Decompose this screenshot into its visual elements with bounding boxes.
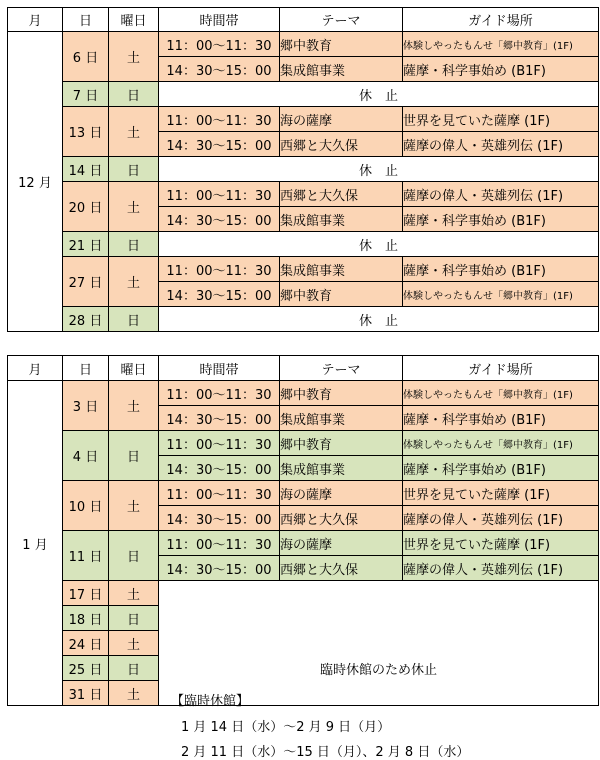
header-place: ガイド場所	[403, 8, 599, 32]
place-cell: 薩摩の偉人・英雄列伝 (1F)	[403, 506, 599, 531]
header-theme: テーマ	[280, 356, 403, 381]
weekday-cell: 土	[109, 107, 159, 157]
day-cell: 21 日	[63, 232, 109, 257]
day-cell: 25 日	[63, 656, 109, 681]
header-weekday: 曜日	[109, 8, 159, 32]
place-cell: 薩摩・科学事始め (B1F)	[403, 406, 599, 431]
table-row	[8, 431, 599, 456]
header-month: 月	[8, 8, 63, 32]
weekday-cell: 日	[109, 82, 159, 107]
theme-cell: 郷中教育	[280, 282, 403, 307]
closure-period-1: 1 月 14 日（水）～2 月 9 日（月）	[181, 720, 391, 735]
time-cell: 11：00～11：30	[159, 531, 280, 556]
place-cell: 薩摩・科学事始め (B1F)	[403, 207, 599, 232]
day-cell: 11 日	[63, 531, 109, 581]
header-place: ガイド場所	[403, 356, 599, 381]
place-cell: 薩摩・科学事始め (B1F)	[403, 456, 599, 481]
theme-cell: 海の薩摩	[280, 481, 403, 506]
weekday-cell: 土	[109, 681, 159, 706]
time-cell: 11：00～11：30	[159, 257, 280, 282]
header-weekday: 曜日	[109, 356, 159, 381]
time-cell: 14：30～15：00	[159, 207, 280, 232]
time-cell: 11：00～11：30	[159, 32, 280, 57]
header-time: 時間帯	[159, 8, 280, 32]
header-day: 日	[63, 356, 109, 381]
day-cell: 6 日	[63, 32, 109, 82]
weekday-cell: 土	[109, 257, 159, 307]
place-cell: 体験しやったもんせ「郷中教育」(1F)	[403, 381, 599, 406]
theme-cell: 郷中教育	[280, 381, 403, 406]
place-cell: 世界を見ていた薩摩 (1F)	[403, 481, 599, 506]
theme-cell: 集成館事業	[280, 57, 403, 82]
temporary-closure-notice	[159, 581, 599, 760]
theme-cell: 西郷と大久保	[280, 132, 403, 157]
time-cell: 11：00～11：30	[159, 481, 280, 506]
place-cell: 体験しやったもんせ「郷中教育」(1F)	[403, 431, 599, 456]
table-row	[8, 182, 599, 207]
table-row	[8, 581, 599, 606]
weekday-cell: 日	[109, 232, 159, 257]
theme-cell: 海の薩摩	[280, 531, 403, 556]
place-cell: 世界を見ていた薩摩 (1F)	[403, 107, 599, 132]
day-cell: 24 日	[63, 631, 109, 656]
theme-cell: 郷中教育	[280, 32, 403, 57]
day-cell: 28 日	[63, 307, 109, 332]
place-cell: 薩摩・科学事始め (B1F)	[403, 57, 599, 82]
january-schedule-table	[7, 355, 599, 760]
place-cell: 体験しやったもんせ「郷中教育」(1F)	[403, 32, 599, 57]
header-row	[8, 356, 599, 381]
table-row	[8, 82, 599, 107]
month-cell: 12 月	[8, 32, 63, 332]
place-cell: 薩摩の偉人・英雄列伝 (1F)	[403, 132, 599, 157]
weekday-cell: 日	[109, 157, 159, 182]
theme-cell: 西郷と大久保	[280, 506, 403, 531]
place-cell: 薩摩の偉人・英雄列伝 (1F)	[403, 182, 599, 207]
place-cell: 薩摩の偉人・英雄列伝 (1F)	[403, 556, 599, 581]
day-cell: 4 日	[63, 431, 109, 481]
weekday-cell: 日	[109, 431, 159, 481]
day-cell: 3 日	[63, 381, 109, 431]
time-cell: 11：00～11：30	[159, 381, 280, 406]
table-row	[8, 157, 599, 182]
table-row	[8, 307, 599, 332]
place-cell: 体験しやったもんせ「郷中教育」(1F)	[403, 282, 599, 307]
time-cell: 14：30～15：00	[159, 506, 280, 531]
weekday-cell: 土	[109, 631, 159, 656]
table-row	[8, 531, 599, 556]
closure-label: 【臨時休館】	[171, 694, 250, 709]
theme-cell: 西郷と大久保	[280, 182, 403, 207]
closed-cell: 休 止	[159, 157, 599, 182]
day-cell: 7 日	[63, 82, 109, 107]
theme-cell: 集成館事業	[280, 257, 403, 282]
closure-period-2: 2 月 11 日（水）～15 日（月）、2 月 8 日（水）	[181, 745, 470, 760]
weekday-cell: 土	[109, 581, 159, 606]
place-cell: 世界を見ていた薩摩 (1F)	[403, 531, 599, 556]
weekday-cell: 土	[109, 381, 159, 431]
weekday-cell: 日	[109, 656, 159, 681]
time-cell: 11：00～11：30	[159, 431, 280, 456]
header-day: 日	[63, 8, 109, 32]
weekday-cell: 日	[109, 606, 159, 631]
header-time: 時間帯	[159, 356, 280, 381]
table-row	[8, 232, 599, 257]
day-cell: 10 日	[63, 481, 109, 531]
header-theme: テーマ	[280, 8, 403, 32]
theme-cell: 集成館事業	[280, 456, 403, 481]
closed-cell: 休 止	[159, 232, 599, 257]
december-schedule-table	[7, 7, 599, 332]
theme-cell: 西郷と大久保	[280, 556, 403, 581]
month-cell: 1 月	[8, 381, 63, 706]
time-cell: 11：00～11：30	[159, 107, 280, 132]
table-row	[8, 381, 599, 406]
time-cell: 14：30～15：00	[159, 282, 280, 307]
theme-cell: 海の薩摩	[280, 107, 403, 132]
day-cell: 14 日	[63, 157, 109, 182]
time-cell: 14：30～15：00	[159, 556, 280, 581]
table-row	[8, 481, 599, 506]
closed-cell: 休 止	[159, 307, 599, 332]
weekday-cell: 日	[109, 531, 159, 581]
time-cell: 14：30～15：00	[159, 57, 280, 82]
day-cell: 31 日	[63, 681, 109, 706]
header-month: 月	[8, 356, 63, 381]
table-row	[8, 107, 599, 132]
day-cell: 13 日	[63, 107, 109, 157]
closed-cell: 休 止	[159, 82, 599, 107]
place-cell: 薩摩・科学事始め (B1F)	[403, 257, 599, 282]
day-cell: 18 日	[63, 606, 109, 631]
time-cell: 11：00～11：30	[159, 182, 280, 207]
time-cell: 14：30～15：00	[159, 406, 280, 431]
time-cell: 14：30～15：00	[159, 132, 280, 157]
day-cell: 17 日	[63, 581, 109, 606]
theme-cell: 郷中教育	[280, 431, 403, 456]
time-cell: 14：30～15：00	[159, 456, 280, 481]
theme-cell: 集成館事業	[280, 207, 403, 232]
day-cell: 20 日	[63, 182, 109, 232]
table-row	[8, 257, 599, 282]
theme-cell: 集成館事業	[280, 406, 403, 431]
weekday-cell: 土	[109, 182, 159, 232]
table-row	[8, 32, 599, 57]
closure-title: 臨時休館のため休止	[319, 663, 437, 678]
weekday-cell: 土	[109, 481, 159, 531]
weekday-cell: 土	[109, 32, 159, 82]
weekday-cell: 日	[109, 307, 159, 332]
header-row	[8, 8, 599, 32]
day-cell: 27 日	[63, 257, 109, 307]
